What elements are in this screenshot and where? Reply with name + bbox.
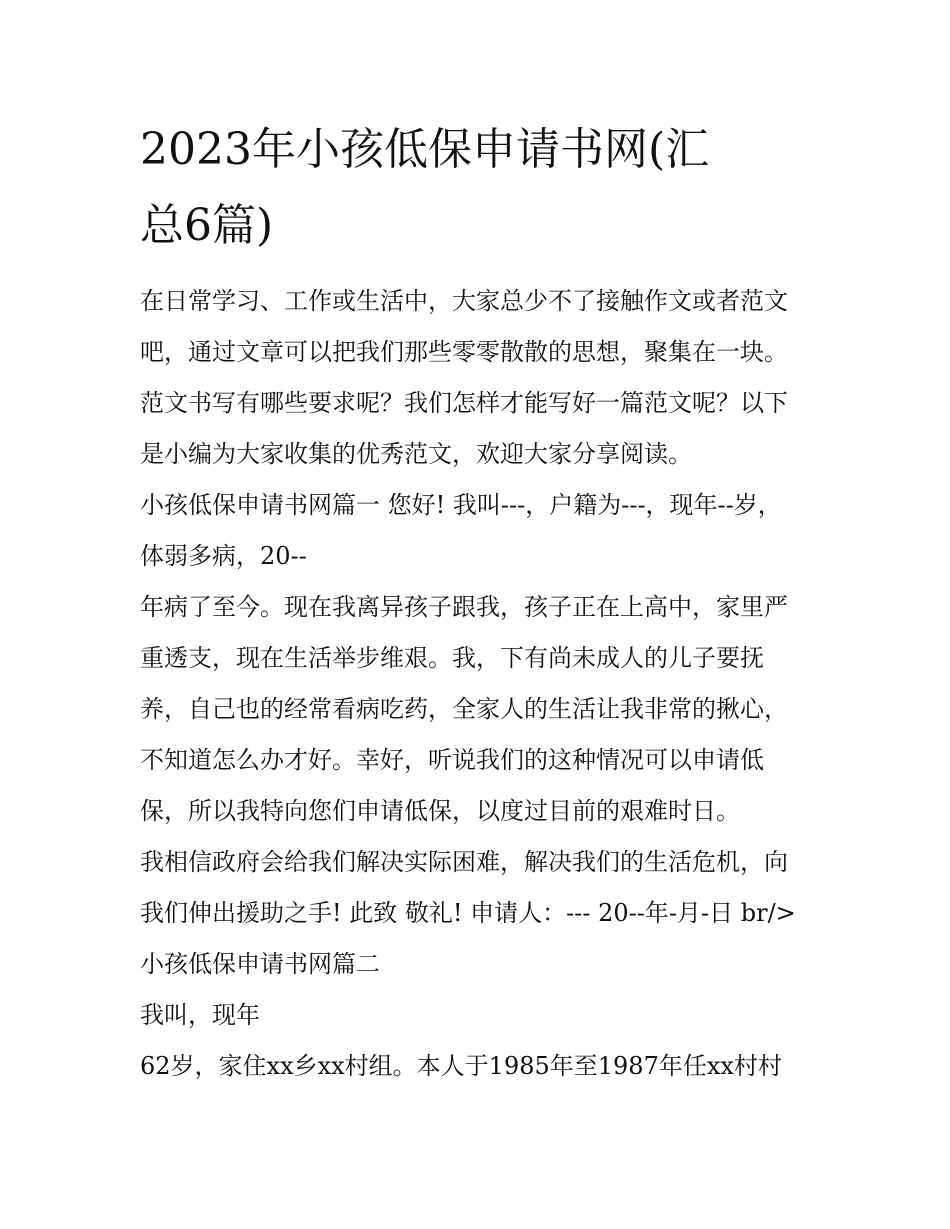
body-line: 不知道怎么办才好。幸好，听说我们的这种情况可以申请低 [140, 746, 764, 774]
title-line-1: 2023年小孩低保申请书网(汇 [140, 124, 710, 175]
body-line: 我相信政府会给我们解决实际困难，解决我们的生活危机，向 [140, 848, 788, 876]
title-line-2: 总6篇) [140, 200, 274, 251]
document-body [140, 276, 812, 1092]
body-line: 范文书写有哪些要求呢？我们怎样才能写好一篇范文呢？以下 [140, 389, 788, 417]
body-line: 小孩低保申请书网篇一 您好! 我叫---，户籍为---，现年--岁， [140, 491, 782, 519]
body-line: 体弱多病，20-- [140, 542, 307, 570]
document-page [140, 112, 812, 1092]
body-line: 重透支，现在生活举步维艰。我，下有尚未成人的儿子要抚 [140, 644, 764, 672]
body-line: 养，自己也的经常看病吃药，全家人的生活让我非常的揪心， [140, 695, 788, 723]
body-line: 是小编为大家收集的优秀范文，欢迎大家分享阅读。 [140, 440, 692, 468]
section-heading: 小孩低保申请书网篇二 [140, 950, 380, 978]
body-line: 62岁，家住xx乡xx村组。本人于1985年至1987年任xx村村 [140, 1052, 782, 1080]
document-title [140, 112, 812, 264]
body-line: 保，所以我特向您们申请低保，以度过目前的艰难时日。 [140, 797, 740, 825]
body-line: 在日常学习、工作或生活中，大家总少不了接触作文或者范文 [140, 287, 788, 315]
body-line: 我们伸出援助之手! 此致 敬礼! 申请人：--- 20--年-月-日 br/> [140, 899, 796, 927]
body-line: 年病了至今。现在我离异孩子跟我，孩子正在上高中，家里严 [140, 593, 788, 621]
body-line: 吧，通过文章可以把我们那些零零散散的思想，聚集在一块。 [140, 338, 788, 366]
body-line: 我叫，现年 [140, 1001, 260, 1029]
